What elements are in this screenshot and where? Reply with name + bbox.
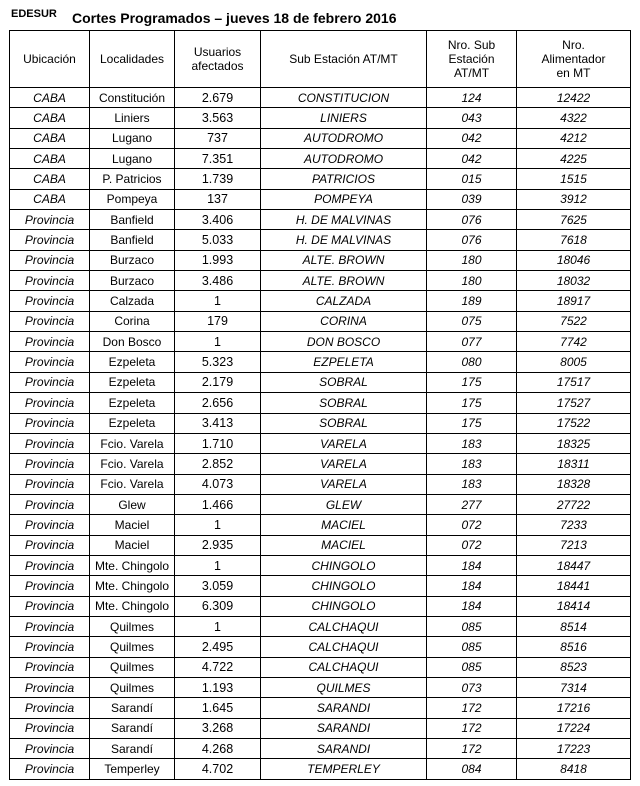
outages-table: [9, 30, 631, 780]
cell-sub-estacion: MACIEL: [261, 535, 427, 555]
cell-sub-estacion: QUILMES: [261, 677, 427, 697]
cell-usuarios: 2.679: [175, 88, 261, 108]
cell-ubicacion: CABA: [10, 149, 90, 169]
cell-sub-estacion: LINIERS: [261, 108, 427, 128]
cell-localidad: Burzaco: [90, 250, 175, 270]
table-row: [10, 352, 631, 372]
cell-sub-estacion: CALCHAQUI: [261, 616, 427, 636]
cell-nro-alimentador: 7233: [517, 515, 631, 535]
table-row: [10, 250, 631, 270]
table-body: [10, 88, 631, 780]
cell-nro-sub-estacion: 184: [427, 576, 517, 596]
cell-ubicacion: CABA: [10, 189, 90, 209]
table-row: [10, 169, 631, 189]
cell-ubicacion: CABA: [10, 128, 90, 148]
cell-localidad: Ezpeleta: [90, 413, 175, 433]
column-header-usuarios: Usuarios afectados: [175, 31, 261, 88]
table-row: [10, 637, 631, 657]
cell-sub-estacion: H. DE MALVINAS: [261, 210, 427, 230]
cell-sub-estacion: ALTE. BROWN: [261, 250, 427, 270]
cell-localidad: Glew: [90, 494, 175, 514]
cell-nro-sub-estacion: 077: [427, 332, 517, 352]
cell-usuarios: 2.179: [175, 372, 261, 392]
cell-nro-alimentador: 4322: [517, 108, 631, 128]
cell-nro-sub-estacion: 085: [427, 616, 517, 636]
cell-ubicacion: Provincia: [10, 657, 90, 677]
cell-nro-sub-estacion: 072: [427, 535, 517, 555]
cell-sub-estacion: CALZADA: [261, 291, 427, 311]
cell-localidad: Quilmes: [90, 677, 175, 697]
cell-nro-sub-estacion: 084: [427, 759, 517, 779]
cell-sub-estacion: SOBRAL: [261, 393, 427, 413]
cell-ubicacion: Provincia: [10, 332, 90, 352]
cell-sub-estacion: SOBRAL: [261, 413, 427, 433]
cell-ubicacion: Provincia: [10, 535, 90, 555]
table-row: [10, 189, 631, 209]
cell-localidad: Lugano: [90, 128, 175, 148]
cell-usuarios: 1.193: [175, 677, 261, 697]
cell-ubicacion: Provincia: [10, 576, 90, 596]
cell-localidad: Burzaco: [90, 271, 175, 291]
cell-nro-sub-estacion: 039: [427, 189, 517, 209]
table-row: [10, 535, 631, 555]
cell-localidad: Fcio. Varela: [90, 433, 175, 453]
column-header-localidades: Localidades: [90, 31, 175, 88]
cell-nro-sub-estacion: 085: [427, 657, 517, 677]
cell-nro-alimentador: 7522: [517, 311, 631, 331]
cell-localidad: Calzada: [90, 291, 175, 311]
column-header-nro-alimentador: Nro. Alimentador en MT: [517, 31, 631, 88]
cell-sub-estacion: CHINGOLO: [261, 555, 427, 575]
cell-ubicacion: Provincia: [10, 474, 90, 494]
cell-localidad: Maciel: [90, 535, 175, 555]
cell-nro-sub-estacion: 175: [427, 413, 517, 433]
cell-sub-estacion: EZPELETA: [261, 352, 427, 372]
table-row: [10, 718, 631, 738]
cell-nro-sub-estacion: 183: [427, 474, 517, 494]
cell-localidad: Liniers: [90, 108, 175, 128]
cell-sub-estacion: AUTODROMO: [261, 128, 427, 148]
cell-usuarios: 1: [175, 555, 261, 575]
cell-localidad: Ezpeleta: [90, 393, 175, 413]
cell-usuarios: 1.993: [175, 250, 261, 270]
cell-nro-alimentador: 4212: [517, 128, 631, 148]
cell-nro-alimentador: 4225: [517, 149, 631, 169]
cell-nro-alimentador: 7314: [517, 677, 631, 697]
table-row: [10, 474, 631, 494]
cell-nro-alimentador: 8514: [517, 616, 631, 636]
cell-nro-alimentador: 7618: [517, 230, 631, 250]
cell-usuarios: 737: [175, 128, 261, 148]
table-row: [10, 596, 631, 616]
cell-nro-sub-estacion: 042: [427, 128, 517, 148]
cell-usuarios: 1.645: [175, 698, 261, 718]
table-row: [10, 698, 631, 718]
cell-usuarios: 5.323: [175, 352, 261, 372]
cell-nro-alimentador: 18325: [517, 433, 631, 453]
cell-nro-alimentador: 27722: [517, 494, 631, 514]
cell-usuarios: 2.935: [175, 535, 261, 555]
cell-nro-alimentador: 17224: [517, 718, 631, 738]
cell-ubicacion: Provincia: [10, 494, 90, 514]
table-row: [10, 433, 631, 453]
cell-ubicacion: Provincia: [10, 230, 90, 250]
cell-sub-estacion: SOBRAL: [261, 372, 427, 392]
cell-localidad: Pompeya: [90, 189, 175, 209]
cell-nro-alimentador: 1515: [517, 169, 631, 189]
cell-sub-estacion: CHINGOLO: [261, 596, 427, 616]
cell-usuarios: 1.466: [175, 494, 261, 514]
cell-nro-alimentador: 18414: [517, 596, 631, 616]
cell-nro-sub-estacion: 184: [427, 555, 517, 575]
cell-usuarios: 3.486: [175, 271, 261, 291]
cell-nro-alimentador: 8418: [517, 759, 631, 779]
cell-nro-alimentador: 18447: [517, 555, 631, 575]
cell-ubicacion: Provincia: [10, 372, 90, 392]
cell-nro-sub-estacion: 076: [427, 210, 517, 230]
cell-usuarios: 3.268: [175, 718, 261, 738]
cell-sub-estacion: PATRICIOS: [261, 169, 427, 189]
cell-nro-sub-estacion: 172: [427, 739, 517, 759]
table-row: [10, 332, 631, 352]
cell-nro-alimentador: 7742: [517, 332, 631, 352]
cell-ubicacion: Provincia: [10, 311, 90, 331]
cell-usuarios: 2.495: [175, 637, 261, 657]
cell-usuarios: 1: [175, 616, 261, 636]
cell-localidad: Sarandí: [90, 698, 175, 718]
cell-nro-sub-estacion: 277: [427, 494, 517, 514]
cell-nro-alimentador: 3912: [517, 189, 631, 209]
cell-localidad: Lugano: [90, 149, 175, 169]
cell-nro-alimentador: 18917: [517, 291, 631, 311]
cell-ubicacion: Provincia: [10, 596, 90, 616]
cell-nro-sub-estacion: 172: [427, 698, 517, 718]
cell-ubicacion: Provincia: [10, 616, 90, 636]
cell-ubicacion: Provincia: [10, 454, 90, 474]
cell-sub-estacion: POMPEYA: [261, 189, 427, 209]
cell-sub-estacion: CALCHAQUI: [261, 657, 427, 677]
cell-nro-sub-estacion: 175: [427, 372, 517, 392]
cell-sub-estacion: DON BOSCO: [261, 332, 427, 352]
page-title: Cortes Programados – jueves 18 de febrero 2016: [72, 10, 397, 26]
cell-ubicacion: Provincia: [10, 210, 90, 230]
cell-ubicacion: Provincia: [10, 413, 90, 433]
cell-nro-alimentador: 8005: [517, 352, 631, 372]
table-row: [10, 759, 631, 779]
column-header-nro-sub-estacion: Nro. Sub Estación AT/MT: [427, 31, 517, 88]
cell-ubicacion: CABA: [10, 108, 90, 128]
cell-ubicacion: Provincia: [10, 677, 90, 697]
cell-usuarios: 3.563: [175, 108, 261, 128]
cell-usuarios: 3.413: [175, 413, 261, 433]
table-row: [10, 210, 631, 230]
cell-localidad: Quilmes: [90, 657, 175, 677]
cell-sub-estacion: TEMPERLEY: [261, 759, 427, 779]
cell-nro-sub-estacion: 184: [427, 596, 517, 616]
cell-usuarios: 5.033: [175, 230, 261, 250]
cell-nro-alimentador: 18328: [517, 474, 631, 494]
cell-sub-estacion: AUTODROMO: [261, 149, 427, 169]
column-header-sub-estacion: Sub Estación AT/MT: [261, 31, 427, 88]
cell-usuarios: 137: [175, 189, 261, 209]
table-row: [10, 291, 631, 311]
cell-nro-sub-estacion: 042: [427, 149, 517, 169]
cell-ubicacion: CABA: [10, 169, 90, 189]
cell-ubicacion: Provincia: [10, 250, 90, 270]
cell-localidad: Sarandí: [90, 739, 175, 759]
cell-usuarios: 1: [175, 515, 261, 535]
cell-nro-sub-estacion: 015: [427, 169, 517, 189]
table-row: [10, 311, 631, 331]
cell-usuarios: 2.852: [175, 454, 261, 474]
column-header-ubicacion: Ubicación: [10, 31, 90, 88]
cell-nro-alimentador: 8516: [517, 637, 631, 657]
cell-usuarios: 3.059: [175, 576, 261, 596]
cell-sub-estacion: H. DE MALVINAS: [261, 230, 427, 250]
cell-localidad: Don Bosco: [90, 332, 175, 352]
cell-usuarios: 179: [175, 311, 261, 331]
cell-ubicacion: CABA: [10, 88, 90, 108]
cell-nro-alimentador: 17517: [517, 372, 631, 392]
table-header-row: [10, 31, 631, 88]
cell-ubicacion: Provincia: [10, 271, 90, 291]
cell-nro-alimentador: 18032: [517, 271, 631, 291]
cell-localidad: Temperley: [90, 759, 175, 779]
cell-ubicacion: Provincia: [10, 291, 90, 311]
cell-nro-sub-estacion: 073: [427, 677, 517, 697]
table-row: [10, 555, 631, 575]
table-row: [10, 128, 631, 148]
cell-usuarios: 1.739: [175, 169, 261, 189]
table-row: [10, 657, 631, 677]
cell-nro-sub-estacion: 072: [427, 515, 517, 535]
cell-localidad: Banfield: [90, 210, 175, 230]
table-row: [10, 88, 631, 108]
cell-nro-sub-estacion: 085: [427, 637, 517, 657]
cell-nro-sub-estacion: 183: [427, 454, 517, 474]
cell-nro-sub-estacion: 080: [427, 352, 517, 372]
cell-nro-alimentador: 18441: [517, 576, 631, 596]
cell-nro-alimentador: 17527: [517, 393, 631, 413]
cell-localidad: P. Patricios: [90, 169, 175, 189]
cell-sub-estacion: VARELA: [261, 454, 427, 474]
cell-nro-sub-estacion: 043: [427, 108, 517, 128]
cell-usuarios: 1: [175, 332, 261, 352]
cell-nro-alimentador: 8523: [517, 657, 631, 677]
table-row: [10, 372, 631, 392]
cell-usuarios: 4.702: [175, 759, 261, 779]
cell-ubicacion: Provincia: [10, 393, 90, 413]
cell-nro-alimentador: 18046: [517, 250, 631, 270]
table-row: [10, 149, 631, 169]
cell-usuarios: 6.309: [175, 596, 261, 616]
cell-usuarios: 4.722: [175, 657, 261, 677]
cell-nro-sub-estacion: 124: [427, 88, 517, 108]
cell-usuarios: 2.656: [175, 393, 261, 413]
cell-nro-sub-estacion: 189: [427, 291, 517, 311]
cell-usuarios: 4.073: [175, 474, 261, 494]
cell-localidad: Ezpeleta: [90, 352, 175, 372]
cell-localidad: Fcio. Varela: [90, 474, 175, 494]
table-row: [10, 108, 631, 128]
table-row: [10, 494, 631, 514]
cell-sub-estacion: ALTE. BROWN: [261, 271, 427, 291]
cell-sub-estacion: CONSTITUCION: [261, 88, 427, 108]
cell-nro-sub-estacion: 076: [427, 230, 517, 250]
cell-ubicacion: Provincia: [10, 739, 90, 759]
cell-localidad: Mte. Chingolo: [90, 596, 175, 616]
cell-nro-alimentador: 17522: [517, 413, 631, 433]
table-row: [10, 739, 631, 759]
cell-sub-estacion: VARELA: [261, 433, 427, 453]
cell-localidad: Fcio. Varela: [90, 454, 175, 474]
cell-ubicacion: Provincia: [10, 515, 90, 535]
table-row: [10, 413, 631, 433]
cell-nro-alimentador: 12422: [517, 88, 631, 108]
cell-nro-alimentador: 18311: [517, 454, 631, 474]
cell-localidad: Quilmes: [90, 616, 175, 636]
cell-sub-estacion: MACIEL: [261, 515, 427, 535]
cell-nro-sub-estacion: 183: [427, 433, 517, 453]
cell-sub-estacion: GLEW: [261, 494, 427, 514]
cell-nro-sub-estacion: 075: [427, 311, 517, 331]
cell-localidad: Sarandí: [90, 718, 175, 738]
cell-localidad: Corina: [90, 311, 175, 331]
cell-nro-alimentador: 17216: [517, 698, 631, 718]
cell-usuarios: 4.268: [175, 739, 261, 759]
cell-localidad: Constitución: [90, 88, 175, 108]
cell-localidad: Banfield: [90, 230, 175, 250]
cell-sub-estacion: SARANDI: [261, 718, 427, 738]
cell-usuarios: 7.351: [175, 149, 261, 169]
cell-ubicacion: Provincia: [10, 555, 90, 575]
cell-ubicacion: Provincia: [10, 698, 90, 718]
cell-ubicacion: Provincia: [10, 637, 90, 657]
table-row: [10, 515, 631, 535]
cell-localidad: Mte. Chingolo: [90, 576, 175, 596]
cell-ubicacion: Provincia: [10, 433, 90, 453]
cell-nro-sub-estacion: 175: [427, 393, 517, 413]
table-row: [10, 576, 631, 596]
table-row: [10, 677, 631, 697]
cell-ubicacion: Provincia: [10, 718, 90, 738]
cell-usuarios: 1.710: [175, 433, 261, 453]
cell-sub-estacion: SARANDI: [261, 739, 427, 759]
cell-nro-alimentador: 17223: [517, 739, 631, 759]
company-name: EDESUR: [11, 8, 57, 20]
table-row: [10, 230, 631, 250]
cell-nro-sub-estacion: 180: [427, 250, 517, 270]
cell-usuarios: 1: [175, 291, 261, 311]
cell-sub-estacion: SARANDI: [261, 698, 427, 718]
cell-nro-alimentador: 7213: [517, 535, 631, 555]
table-row: [10, 616, 631, 636]
cell-localidad: Maciel: [90, 515, 175, 535]
cell-sub-estacion: CALCHAQUI: [261, 637, 427, 657]
cell-nro-alimentador: 7625: [517, 210, 631, 230]
cell-ubicacion: Provincia: [10, 759, 90, 779]
cell-localidad: Mte. Chingolo: [90, 555, 175, 575]
table-row: [10, 393, 631, 413]
cell-localidad: Ezpeleta: [90, 372, 175, 392]
cell-sub-estacion: VARELA: [261, 474, 427, 494]
table-row: [10, 271, 631, 291]
cell-ubicacion: Provincia: [10, 352, 90, 372]
table-row: [10, 454, 631, 474]
cell-nro-sub-estacion: 172: [427, 718, 517, 738]
cell-nro-sub-estacion: 180: [427, 271, 517, 291]
cell-usuarios: 3.406: [175, 210, 261, 230]
cell-localidad: Quilmes: [90, 637, 175, 657]
cell-sub-estacion: CORINA: [261, 311, 427, 331]
cell-sub-estacion: CHINGOLO: [261, 576, 427, 596]
